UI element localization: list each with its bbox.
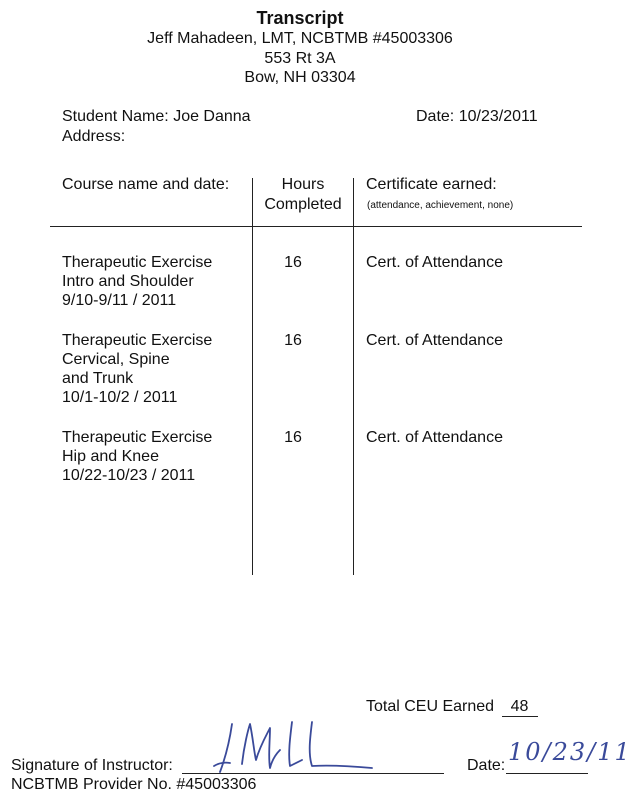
course-line: Intro and Shoulder bbox=[62, 273, 194, 290]
student-name-value: Joe Danna bbox=[173, 108, 251, 125]
course-line: and Trunk bbox=[62, 370, 134, 387]
table-header-divider bbox=[50, 226, 582, 227]
table-row-2-hours: 16 bbox=[284, 332, 302, 349]
col-header-certificate: Certificate earned: bbox=[366, 176, 497, 193]
course-line: Therapeutic Exercise bbox=[62, 332, 213, 349]
table-row-2-certificate: Cert. of Attendance bbox=[366, 332, 503, 349]
col-header-course: Course name and date: bbox=[62, 176, 230, 193]
student-name-label: Student Name: bbox=[62, 108, 169, 125]
table-row-1-hours: 16 bbox=[284, 254, 302, 271]
table-row-3-hours: 16 bbox=[284, 429, 302, 446]
instructor-signature-icon bbox=[210, 716, 380, 778]
course-line: 10/22-10/23 / 2011 bbox=[62, 467, 196, 484]
table-row-3-course bbox=[62, 428, 212, 485]
col-header-hours-line1: Hours bbox=[281, 176, 325, 193]
course-line: Hip and Knee bbox=[62, 448, 159, 465]
address-line-2: Bow, NH 03304 bbox=[244, 69, 356, 86]
col-header-hours-line2: Completed bbox=[264, 196, 342, 213]
table-column-divider-2 bbox=[353, 178, 354, 575]
student-date-row bbox=[416, 108, 538, 126]
total-ceu-row bbox=[366, 698, 538, 717]
course-line: Cervical, Spine bbox=[62, 351, 170, 368]
signature-date-label: Date: bbox=[467, 757, 506, 774]
student-name-row bbox=[62, 108, 251, 126]
provider-number: NCBTMB Provider No. #45003306 bbox=[11, 776, 257, 793]
handwritten-date: 10/23/11 bbox=[508, 738, 632, 766]
course-line: Therapeutic Exercise bbox=[62, 429, 213, 446]
instructor-line: Jeff Mahadeen, LMT, NCBTMB #45003306 bbox=[147, 30, 453, 47]
student-date-value: 10/23/2011 bbox=[458, 108, 538, 125]
col-header-certificate-note: (attendance, achievement, none) bbox=[367, 200, 514, 211]
course-line: 10/1-10/2 / 2011 bbox=[62, 389, 178, 406]
table-row-3-certificate: Cert. of Attendance bbox=[366, 429, 503, 446]
course-line: Therapeutic Exercise bbox=[62, 254, 213, 271]
signature-date-line bbox=[506, 773, 588, 774]
table-row-2-course bbox=[62, 331, 212, 407]
total-ceu-value: 48 bbox=[502, 698, 538, 717]
address-line-1: 553 Rt 3A bbox=[264, 50, 336, 67]
student-address-label: Address: bbox=[62, 128, 126, 145]
student-date-label: Date: bbox=[416, 108, 455, 125]
table-column-divider-1 bbox=[252, 178, 253, 575]
course-line: 9/10-9/11 / 2011 bbox=[62, 292, 177, 309]
total-ceu-label: Total CEU Earned bbox=[366, 698, 495, 715]
signature-label: Signature of Instructor: bbox=[11, 757, 173, 774]
table-row-1-course bbox=[62, 253, 212, 310]
table-row-1-certificate: Cert. of Attendance bbox=[366, 254, 503, 271]
document-title: Transcript bbox=[256, 8, 344, 28]
